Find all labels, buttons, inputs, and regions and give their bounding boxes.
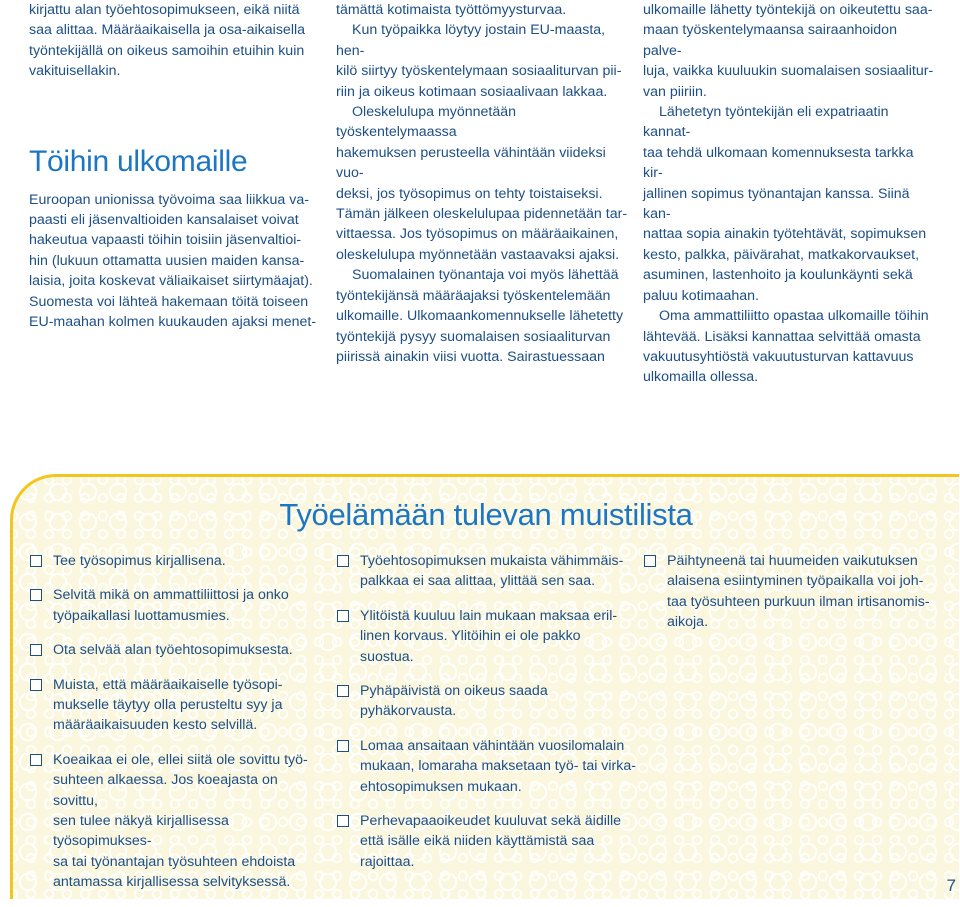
paragraph: Euroopan unionissa työvoima saa liikkua va- paasti eli jäsenvaltioiden kansalaiset voivat hakeutua vapaasti töihin toisiin jäsenvaltioi- hin (lukuun ottamatta uusien maiden kansa- laisia, joita koskevat väliaikaiset siirtymäajat). Suomesta voi lähteä hakemaan töitä toiseen EU-maahan kolmen kuukauden ajaksi menet- <box>29 191 317 331</box>
checkbox-icon <box>30 589 42 601</box>
checkbox-icon <box>337 555 349 567</box>
paragraph: ulkomaille lähetty työntekijä on oikeutettu saa- maan työskentelymaansa sairaanhoidon palve- luja, vaikka kuuluukin suomalaisen sosiaalitur- van piiriin. <box>643 2 934 100</box>
paragraph: Kun työpaikka löytyy jostain EU-maasta, hen- kilö siirtyy työskentelymaan sosiaaliturvan pii- riin ja oikeus kotimaan sosiaalivaan lakkaa. <box>336 22 622 100</box>
checklist-item-text: Tee työsopimus kirjallisena. <box>53 553 226 569</box>
checklist-item <box>29 551 319 571</box>
checklist-panel <box>10 474 959 899</box>
checkbox-icon <box>337 685 349 697</box>
paragraph: Suomalainen työnantaja voi myös lähettää työntekijänsä määräajaksi työskentelemään ulkomaille. Ulkomaankomennukselle lähetetty työntekijä pysyy suomalaisen sosiaaliturvan piirissä ainakin viisi vuotta. Sairastuessaan <box>336 267 624 365</box>
text-column-1 <box>29 0 319 332</box>
checklist-item <box>336 681 636 722</box>
checkbox-icon <box>644 555 656 567</box>
checklist-column-3 <box>643 551 933 647</box>
checklist-item <box>336 811 636 872</box>
paragraph: Oma ammattiliitto opastaa ulkomaille töihin lähtevää. Lisäksi kannattaa selvittää omasta vakuutusyhtiöstä vakuutusturvan kattavuus ulkomailla ollessa. <box>643 308 929 386</box>
checklist-item <box>29 750 319 893</box>
checklist-item-text: Lomaa ansaitaan vähintään vuosilomalain mukaan, lomaraha maksetaan työ- tai virka- ehtosopimuksen mukaan. <box>360 737 636 795</box>
checklist-column-1 <box>29 551 319 907</box>
checklist-item <box>336 551 636 592</box>
checklist-item <box>29 585 319 626</box>
checklist-item-text: Koeaikaa ei ole, ellei siitä ole sovittu työ- suhteen alkaessa. Jos koeajasta on sovittu, sen tulee näkyä kirjallisessa työsopimukses- sa tai työnantajan työsuhteen ehdoista antamassa kirjallisessa selvityksessä. <box>53 751 308 891</box>
paragraph: Oleskelulupa myönnetään työskentelymaassa hakemuksen perusteella vähintään viideksi vuo- deksi, jos työsopimus on tehty toistaiseksi. Tämän jälkeen oleskelulupaa pidennetään tar- vittaessa. Jos työsopimus on määräaikainen, oleskelulupa myönnetään vastaavaksi ajaksi. <box>336 104 628 263</box>
checklist-item-text: Työehtosopimuksen mukaista vähimmäis- palkkaa ei saa alittaa, ylittää sen saa. <box>360 553 624 590</box>
checklist-item-text: Päihtyneenä tai huumeiden vaikutuksen alaisena esiintyminen työpaikalla voi joh- taa työsuhteen purkuun ilman irtisanomis- aikoja. <box>667 553 930 631</box>
checklist-item <box>643 551 933 633</box>
checklist-item-text: Muista, että määräaikaiselle työsopi- mukselle täytyy olla perusteltu syy ja määräaikaisuuden kesto selvillä. <box>53 676 283 734</box>
checkbox-icon <box>30 754 42 766</box>
paragraph: kirjattu alan työehtosopimukseen, eikä niitä saa alittaa. Määräaikaisella ja osa-aikaisella työntekijällä on oikeus samoihin etuihin kuin vakituisellakin. <box>29 2 306 80</box>
text-column-3 <box>643 0 935 388</box>
checkbox-icon <box>337 610 349 622</box>
checklist-column-2 <box>336 551 636 886</box>
checklist-item-text: Selvitä mikä on ammattiliittosi ja onko työpaikallasi luottamusmies. <box>53 587 289 624</box>
checkbox-icon <box>30 555 42 567</box>
checklist-item-text: Perhevapaaoikeudet kuuluvat sekä äidille että isälle eikä niiden käyttämistä saa rajoittaa. <box>360 813 622 870</box>
checklist-item-text: Pyhäpäivistä on oikeus saada pyhäkorvausta. <box>360 683 548 720</box>
section-heading: Töihin ulkomaille <box>29 144 248 178</box>
checklist-item-text: Ylitöistä kuuluu lain mukaan maksaa eril- linen korvaus. Ylitöihin ei ole pakko suostua. <box>360 607 618 665</box>
page-number: 7 <box>946 876 956 895</box>
checklist-item <box>336 606 636 667</box>
checkbox-icon <box>337 740 349 752</box>
paragraph: tämättä kotimaista työttömyysturvaa. <box>336 2 567 18</box>
checklist-item <box>29 640 319 660</box>
checkbox-icon <box>30 679 42 691</box>
checklist-title: Työelämään tulevan muistilista <box>279 497 693 532</box>
paragraph: Lähetetyn työntekijän eli expatriaatin kannat- taa tehdä ulkomaan komennuksesta tarkka kir- jallinen sopimus työnantajan kanssa. Siinä kan- nattaa sopia ainakin työtehtävät, sopimuksen kesto, palkka, päivärahat, matkakorvaukset, asuminen, lastenhoito ja koulunkäynti sekä paluu kotimaahan. <box>643 104 927 304</box>
text-column-2 <box>336 0 628 367</box>
checklist-item-text: Ota selvää alan työehtosopimuksesta. <box>53 642 293 659</box>
checkbox-icon <box>337 815 349 827</box>
checklist-item <box>29 675 319 736</box>
checklist-item <box>336 736 636 797</box>
checkbox-icon <box>30 644 42 656</box>
